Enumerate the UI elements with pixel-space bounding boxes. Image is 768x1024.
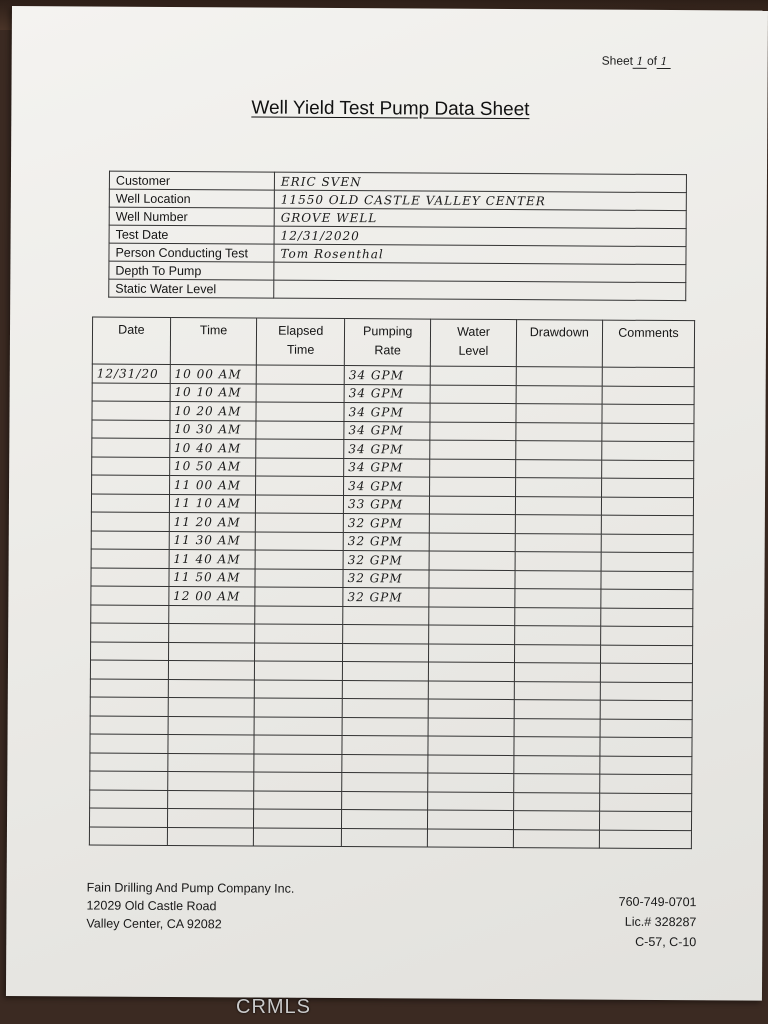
table-cell bbox=[168, 753, 255, 772]
table-cell bbox=[430, 514, 515, 533]
handwritten-entry: 34 GPM bbox=[348, 478, 404, 494]
table-cell bbox=[514, 700, 600, 719]
table-cell bbox=[428, 810, 513, 829]
table-cell bbox=[254, 790, 342, 809]
table-cell bbox=[601, 515, 693, 534]
table-cell bbox=[514, 681, 600, 700]
table-cell bbox=[255, 698, 343, 717]
table-cell bbox=[430, 385, 515, 404]
table-cell bbox=[255, 587, 343, 606]
table-cell bbox=[343, 551, 429, 570]
table-cell bbox=[601, 497, 693, 516]
table-cell bbox=[91, 604, 169, 623]
table-cell bbox=[600, 737, 692, 756]
pump-data-table bbox=[89, 316, 695, 849]
info-label: Person Conducting Test bbox=[109, 243, 274, 262]
table-cell bbox=[344, 458, 430, 477]
table-cell bbox=[91, 623, 169, 642]
table-cell bbox=[256, 421, 344, 440]
table-cell bbox=[254, 827, 342, 846]
table-cell bbox=[513, 829, 599, 848]
table-cell bbox=[600, 756, 692, 775]
table-cell bbox=[429, 681, 514, 700]
table-cell bbox=[430, 403, 515, 422]
table-cell bbox=[255, 550, 343, 569]
handwritten-entry: 11 30 AM bbox=[173, 533, 241, 548]
table-cell bbox=[169, 586, 256, 605]
table-cell bbox=[344, 440, 430, 459]
table-cell bbox=[602, 367, 694, 386]
table-cell bbox=[254, 809, 342, 828]
page-title: Well Yield Test Pump Data Sheet bbox=[251, 97, 530, 121]
table-cell bbox=[430, 459, 515, 478]
table-cell bbox=[343, 606, 429, 625]
table-cell bbox=[600, 663, 692, 682]
table-cell bbox=[342, 717, 428, 736]
table-cell bbox=[342, 791, 428, 810]
table-row bbox=[89, 826, 691, 848]
table-cell bbox=[601, 626, 693, 645]
table-cell bbox=[169, 512, 256, 531]
handwritten-entry: 10 50 AM bbox=[173, 459, 242, 474]
table-cell bbox=[430, 440, 515, 459]
table-cell bbox=[514, 718, 600, 737]
table-cell bbox=[90, 734, 168, 753]
table-cell bbox=[602, 386, 694, 405]
table-cell bbox=[255, 605, 343, 624]
table-cell bbox=[514, 737, 600, 756]
table-cell bbox=[343, 588, 429, 607]
table-cell bbox=[341, 828, 427, 847]
table-cell bbox=[513, 811, 599, 830]
table-cell bbox=[514, 755, 600, 774]
table-cell bbox=[513, 774, 599, 793]
table-cell bbox=[255, 624, 343, 643]
table-cell bbox=[91, 512, 169, 531]
table-cell bbox=[344, 421, 430, 440]
table-cell bbox=[431, 366, 516, 385]
handwritten-entry: 34 GPM bbox=[348, 441, 404, 457]
table-cell bbox=[90, 715, 168, 734]
table-cell bbox=[255, 661, 343, 680]
column-header: Date bbox=[92, 317, 170, 364]
info-label: Test Date bbox=[109, 225, 274, 244]
table-cell bbox=[256, 439, 344, 458]
table-cell bbox=[599, 793, 691, 812]
column-header: Pumping Rate bbox=[344, 319, 431, 367]
table-cell bbox=[92, 456, 170, 475]
table-cell bbox=[343, 532, 429, 551]
table-cell bbox=[429, 644, 514, 663]
table-cell bbox=[92, 475, 170, 494]
info-label: Well Number bbox=[109, 207, 274, 226]
handwritten-entry: 34 GPM bbox=[348, 423, 404, 438]
table-cell bbox=[516, 367, 602, 386]
table-cell bbox=[516, 385, 602, 404]
table-cell bbox=[515, 459, 601, 478]
table-cell bbox=[428, 829, 513, 848]
handwritten-entry: 33 GPM bbox=[348, 497, 404, 512]
table-cell bbox=[168, 679, 255, 698]
table-cell bbox=[600, 700, 692, 719]
table-cell bbox=[92, 419, 170, 438]
table-cell bbox=[428, 736, 513, 755]
table-cell bbox=[515, 589, 601, 608]
column-header: Water Level bbox=[431, 319, 517, 367]
handwritten-entry: 32 GPM bbox=[347, 515, 404, 531]
table-cell bbox=[514, 663, 600, 682]
table-cell bbox=[168, 605, 255, 624]
table-cell bbox=[167, 771, 254, 790]
info-row bbox=[109, 279, 686, 301]
table-cell bbox=[256, 513, 344, 532]
handwritten-entry: 10 10 AM bbox=[174, 385, 242, 400]
table-cell bbox=[91, 549, 169, 568]
table-cell bbox=[91, 493, 169, 512]
table-cell bbox=[516, 422, 602, 441]
table-cell bbox=[89, 826, 167, 845]
table-cell bbox=[514, 644, 600, 663]
table-cell bbox=[600, 645, 692, 664]
handwritten-entry: 32 GPM bbox=[347, 571, 403, 586]
table-cell bbox=[170, 401, 257, 420]
table-cell bbox=[168, 623, 255, 642]
table-cell bbox=[429, 699, 514, 718]
column-header: Elapsed Time bbox=[257, 318, 345, 366]
table-cell bbox=[168, 642, 255, 661]
table-cell bbox=[168, 734, 255, 753]
handwritten-entry: 12 00 AM bbox=[173, 588, 241, 604]
table-cell bbox=[602, 441, 694, 460]
table-cell bbox=[430, 496, 515, 515]
table-cell bbox=[600, 774, 692, 793]
table-cell bbox=[256, 457, 344, 476]
table-cell bbox=[601, 552, 693, 571]
column-header: Drawdown bbox=[516, 320, 602, 368]
table-cell bbox=[342, 680, 428, 699]
table-cell bbox=[515, 552, 601, 571]
table-cell bbox=[344, 477, 430, 496]
table-cell bbox=[342, 736, 428, 755]
table-cell bbox=[344, 366, 430, 385]
table-cell bbox=[342, 810, 428, 829]
table-cell bbox=[342, 662, 428, 681]
table-cell bbox=[429, 551, 514, 570]
table-cell bbox=[256, 402, 344, 421]
handwritten-entry: 11 50 AM bbox=[173, 570, 241, 585]
table-cell bbox=[602, 423, 694, 442]
table-cell bbox=[167, 790, 254, 809]
table-cell bbox=[515, 515, 601, 534]
sheet-total-value: 1 bbox=[657, 55, 671, 69]
table-cell bbox=[256, 494, 344, 513]
table-cell bbox=[255, 568, 343, 587]
table-cell bbox=[343, 625, 429, 644]
table-cell bbox=[601, 534, 693, 553]
table-cell bbox=[601, 589, 693, 608]
table-cell bbox=[167, 827, 254, 846]
table-cell bbox=[343, 514, 429, 533]
street-address: 12029 Old Castle Road bbox=[86, 898, 217, 914]
table-cell bbox=[600, 682, 692, 701]
company-address bbox=[86, 878, 294, 933]
table-cell bbox=[514, 626, 600, 645]
table-cell bbox=[257, 365, 345, 384]
table-cell bbox=[254, 772, 342, 791]
table-cell bbox=[256, 476, 344, 495]
table-cell bbox=[168, 697, 255, 716]
handwritten-entry: 34 GPM bbox=[348, 404, 404, 420]
city-state-zip: Valley Center, CA 92082 bbox=[86, 916, 222, 932]
table-cell bbox=[342, 773, 428, 792]
table-cell bbox=[344, 403, 430, 422]
table-cell bbox=[91, 530, 169, 549]
table-cell bbox=[430, 533, 515, 552]
handwritten-entry: 10 40 AM bbox=[174, 440, 242, 456]
table-cell bbox=[92, 364, 170, 383]
table-cell bbox=[168, 660, 255, 679]
table-cell bbox=[91, 567, 169, 586]
handwritten-entry: 10 20 AM bbox=[174, 403, 242, 419]
table-cell bbox=[254, 716, 342, 735]
handwritten-entry: 10 00 AM bbox=[174, 366, 242, 382]
table-cell bbox=[90, 697, 168, 716]
handwritten-entry: 10 30 AM bbox=[174, 422, 242, 437]
table-cell bbox=[602, 404, 694, 423]
table-cell bbox=[90, 660, 168, 679]
table-cell bbox=[343, 643, 429, 662]
handwritten-entry: 11 20 AM bbox=[173, 514, 241, 530]
table-cell bbox=[169, 494, 256, 513]
table-cell bbox=[342, 754, 428, 773]
pump-data-sheet bbox=[6, 6, 768, 1001]
handwritten-entry: 32 GPM bbox=[347, 589, 403, 605]
table-cell bbox=[170, 438, 257, 457]
table-cell bbox=[167, 808, 254, 827]
table-cell bbox=[429, 662, 514, 681]
table-cell bbox=[255, 642, 343, 661]
table-cell bbox=[255, 679, 343, 698]
info-label: Depth To Pump bbox=[109, 261, 274, 280]
table-cell bbox=[430, 422, 515, 441]
table-cell bbox=[90, 752, 168, 771]
table-cell bbox=[169, 549, 256, 568]
table-cell bbox=[170, 364, 257, 383]
handwritten-value: Tom Rosenthal bbox=[280, 246, 384, 261]
company-name: Fain Drilling And Pump Company Inc. bbox=[86, 880, 295, 896]
table-cell bbox=[256, 384, 344, 403]
table-cell bbox=[516, 404, 602, 423]
table-cell bbox=[514, 607, 600, 626]
table-cell bbox=[254, 735, 342, 754]
handwritten-entry: 11 00 AM bbox=[173, 477, 242, 493]
table-cell bbox=[90, 789, 168, 808]
table-cell bbox=[90, 678, 168, 697]
table-cell bbox=[92, 438, 170, 457]
table-cell bbox=[429, 625, 514, 644]
well-info-table bbox=[108, 171, 687, 302]
table-cell bbox=[169, 568, 256, 587]
handwritten-entry: 34 GPM bbox=[348, 460, 404, 475]
table-cell bbox=[169, 457, 256, 476]
table-cell bbox=[515, 441, 601, 460]
table-cell bbox=[170, 420, 257, 439]
info-value bbox=[274, 280, 686, 301]
table-cell bbox=[428, 792, 513, 811]
table-cell bbox=[600, 719, 692, 738]
table-cell bbox=[428, 755, 513, 774]
handwritten-entry: 11 40 AM bbox=[173, 551, 241, 567]
table-cell bbox=[343, 495, 429, 514]
handwritten-value: 12/31/2020 bbox=[280, 228, 360, 243]
table-cell bbox=[342, 699, 428, 718]
table-cell bbox=[429, 588, 514, 607]
table-cell bbox=[515, 496, 601, 515]
table-cell bbox=[169, 531, 256, 550]
table-cell bbox=[92, 382, 170, 401]
table-cell bbox=[599, 830, 691, 849]
info-label: Customer bbox=[109, 171, 274, 190]
table-cell bbox=[601, 571, 693, 590]
table-cell bbox=[429, 607, 514, 626]
table-cell bbox=[91, 641, 169, 660]
phone-number: 760-749-0701 bbox=[618, 894, 697, 910]
sheet-number: Sheet 1 of 1 bbox=[602, 54, 671, 69]
table-cell bbox=[428, 718, 513, 737]
handwritten-value: ERIC SVEN bbox=[280, 174, 362, 189]
license-number: Lic.# 328287 bbox=[624, 914, 697, 930]
table-cell bbox=[256, 531, 344, 550]
handwritten-entry: 34 GPM bbox=[348, 367, 404, 383]
table-cell bbox=[599, 811, 691, 830]
table-cell bbox=[169, 475, 256, 494]
table-cell bbox=[513, 792, 599, 811]
table-cell bbox=[344, 384, 430, 403]
handwritten-entry: 32 GPM bbox=[347, 534, 403, 549]
table-cell bbox=[602, 460, 694, 479]
table-cell bbox=[515, 533, 601, 552]
table-cell bbox=[515, 570, 601, 589]
table-cell bbox=[168, 716, 255, 735]
column-header: Time bbox=[170, 317, 257, 365]
table-cell bbox=[343, 569, 429, 588]
watermark: CRMLS bbox=[236, 996, 312, 1018]
info-label: Well Location bbox=[109, 189, 274, 208]
license-classes: C-57, C-10 bbox=[635, 934, 697, 950]
table-cell bbox=[601, 478, 693, 497]
table-cell bbox=[91, 586, 169, 605]
column-header: Comments bbox=[602, 320, 694, 368]
table-cell bbox=[428, 773, 513, 792]
table-cell bbox=[430, 477, 515, 496]
table-cell bbox=[89, 808, 167, 827]
table-cell bbox=[601, 608, 693, 627]
table-cell bbox=[170, 383, 257, 402]
handwritten-value: 11550 OLD CASTLE VALLEY CENTER bbox=[280, 192, 546, 208]
table-cell bbox=[515, 478, 601, 497]
table-cell bbox=[429, 570, 514, 589]
sheet-number-value: 1 bbox=[633, 55, 647, 69]
company-contact bbox=[618, 892, 696, 952]
handwritten-entry: 11 10 AM bbox=[173, 496, 241, 511]
handwritten-entry: 32 GPM bbox=[347, 552, 403, 568]
handwritten-entry: 12/31/20 bbox=[96, 366, 159, 381]
table-cell bbox=[90, 771, 168, 790]
handwritten-value: GROVE WELL bbox=[280, 210, 378, 225]
info-label: Static Water Level bbox=[109, 279, 274, 298]
handwritten-entry: 34 GPM bbox=[348, 386, 404, 401]
table-cell bbox=[92, 401, 170, 420]
table-cell bbox=[254, 753, 342, 772]
